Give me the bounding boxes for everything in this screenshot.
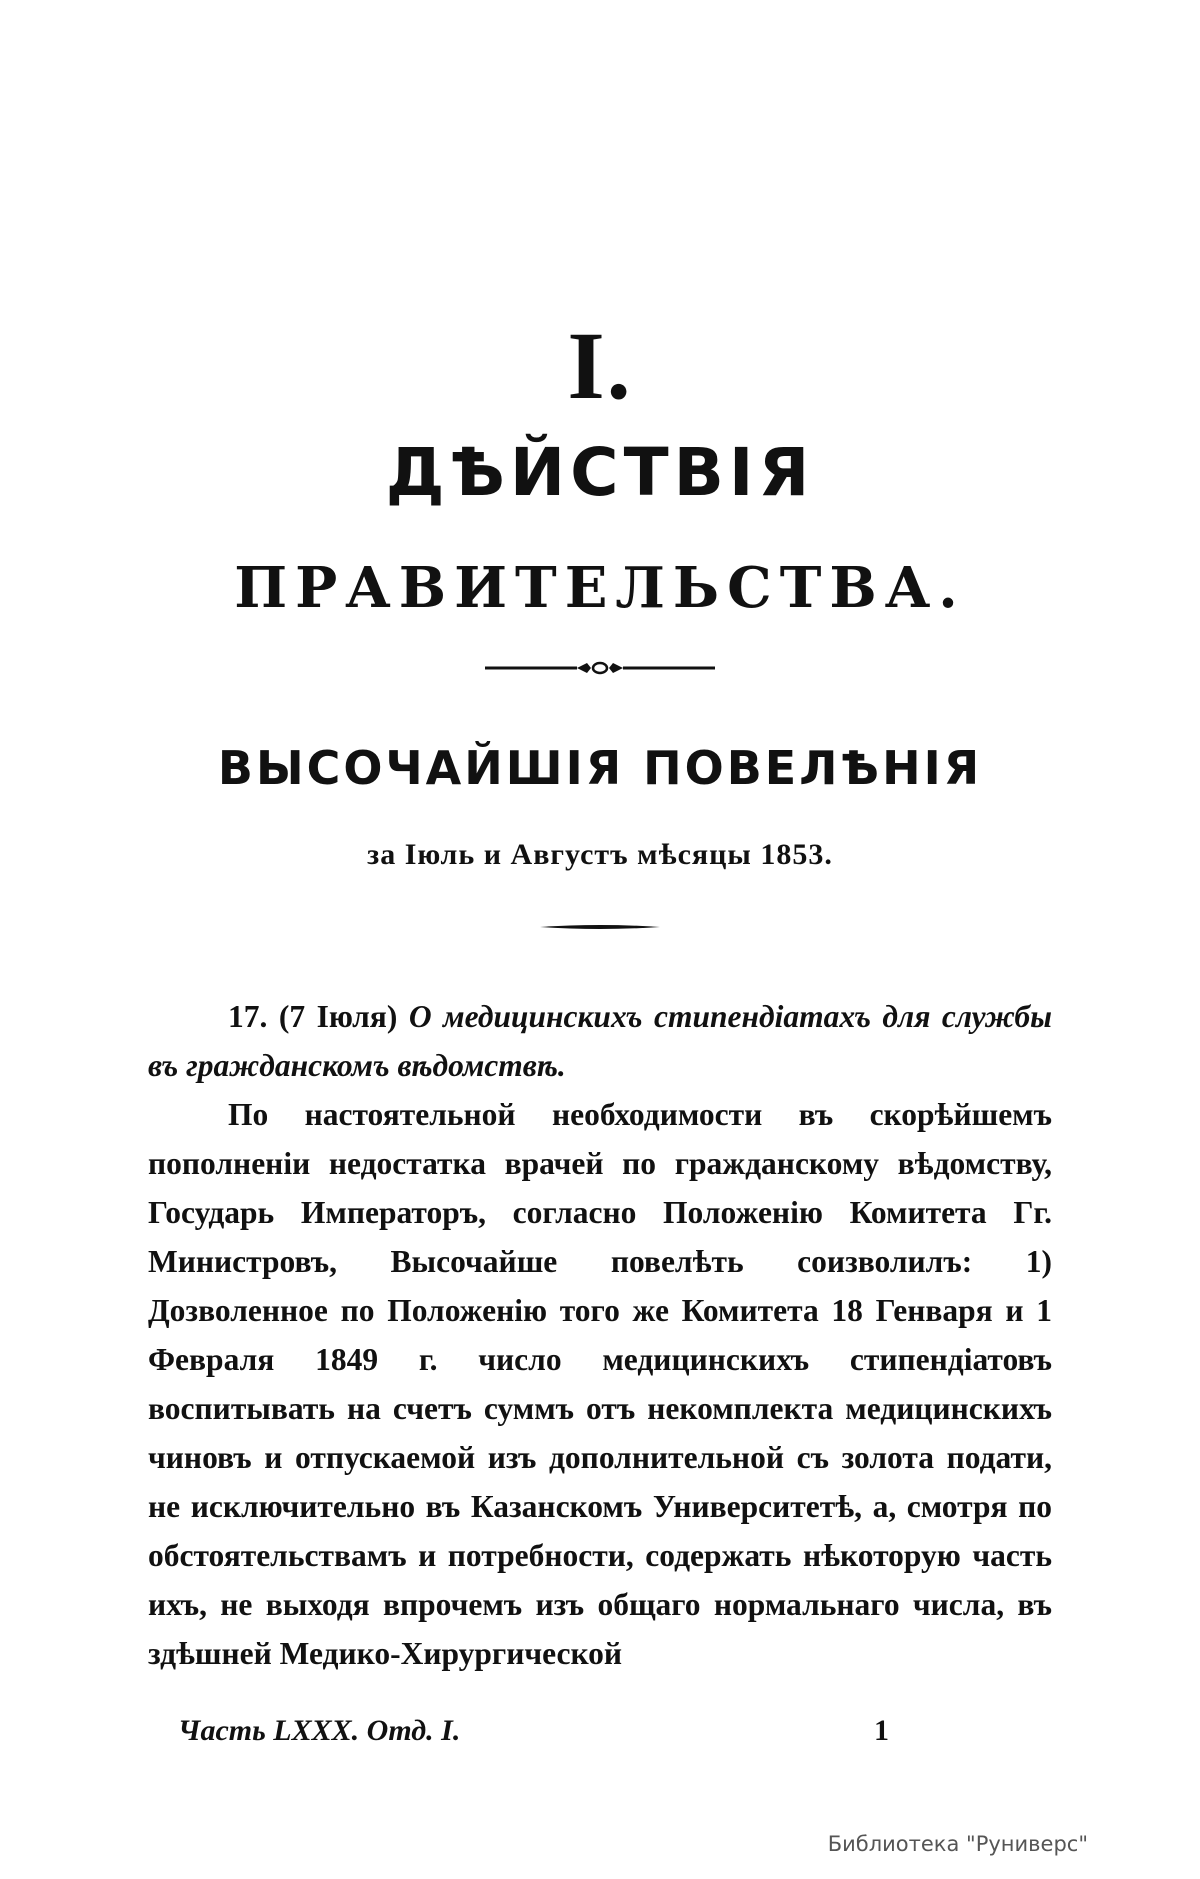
entry-number: 17. (7 Іюля) [228, 999, 398, 1034]
ornament-icon [485, 660, 715, 676]
section-title: ВЫСОЧАЙШІЯ ПОВЕЛѢНІЯ [217, 741, 983, 795]
entry-title: О медицинскихъ стипендіатахъ для службы въ гражданскомъ вѣдомствѣ. [148, 999, 1052, 1083]
signature-number: 1 [874, 1714, 889, 1747]
entry-heading-paragraph [148, 992, 1052, 1090]
body-paragraph: По настоятельной необходимости въ скорѣйшемъ пополненіи недостатка врачей по гражданскому вѣдомству, Государь Императоръ, согласно Положенію Комитета Гг. Министровъ, Высочайше повелѣть соизволилъ: 1) Дозволенное по Положенію того же Комитета 18 Генваря и 1 Февраля 1849 г. число медицинскихъ стипендіатовъ воспитывать на счетъ суммъ отъ некомплекта медицинскихъ чиновъ и отпускаемой изъ дополнительной съ золота подати, не исключительно въ Казанскомъ Университетѣ, а, смотря по обстоятельствамъ и потребности, содержать нѣкоторую часть ихъ, не выходя впрочемъ изъ общаго нормальнаго числа, въ здѣшней Медико-Хирургической [148, 1097, 1052, 1671]
body-text [148, 992, 1052, 1678]
library-watermark: Библиотека "Руниверс" [827, 1832, 1088, 1856]
ornamental-divider [0, 660, 1200, 681]
divider-line-icon [540, 923, 660, 931]
heading-line-1: ДѢЙСТВІЯ [385, 434, 815, 511]
heading-line-2: ПРАВИТЕЛЬСТВА. [234, 555, 966, 621]
part-numeral: I. [567, 312, 633, 419]
subtitle: за Іюль и Августъ мѣсяцы 1853. [367, 838, 833, 871]
short-divider [0, 918, 1200, 936]
signature-mark: Часть LXXX. Отд. I. [178, 1714, 461, 1747]
